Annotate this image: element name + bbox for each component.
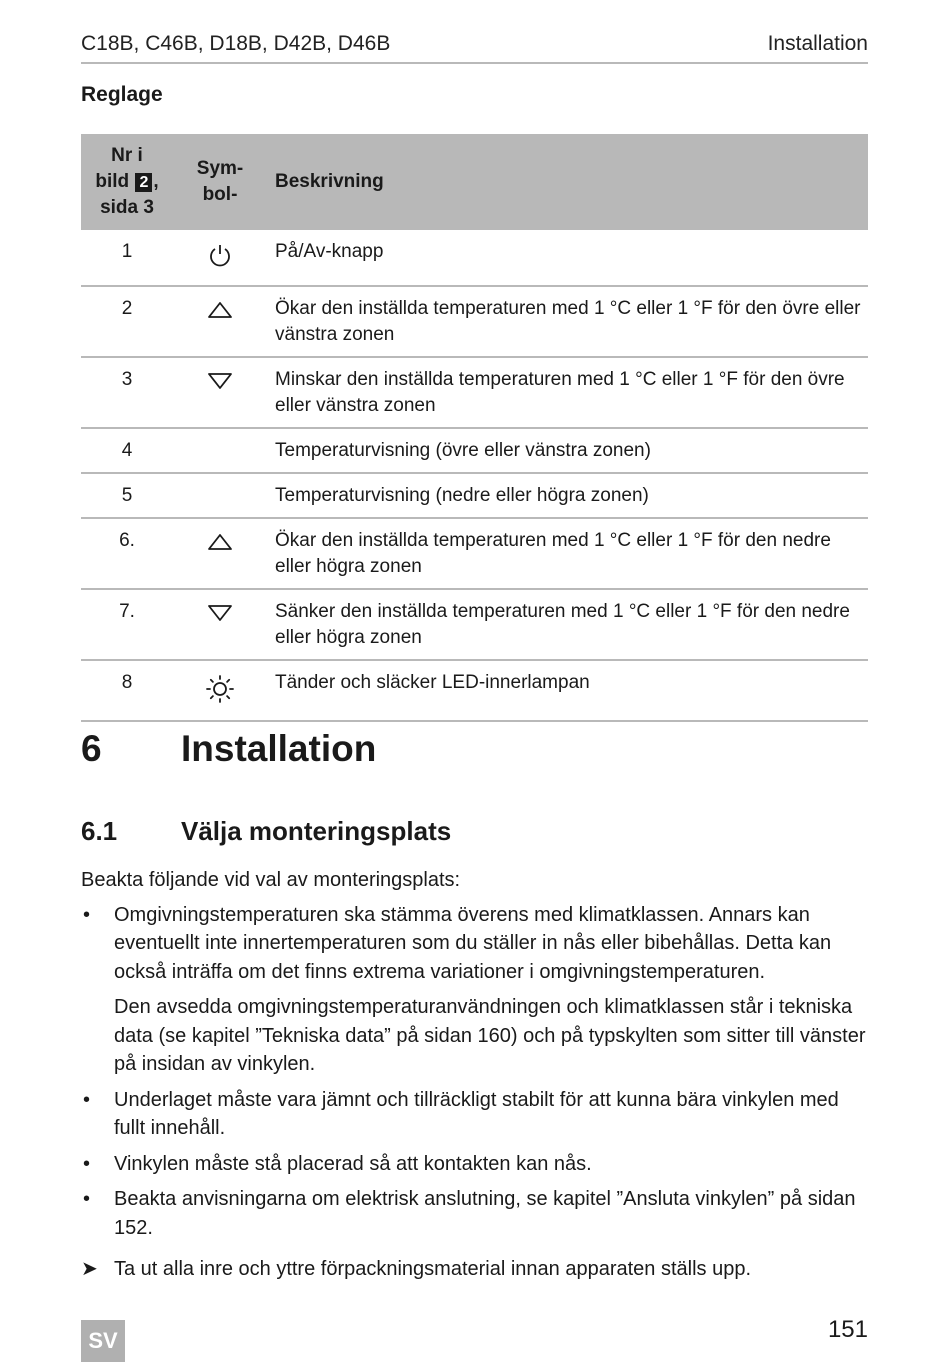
column-header-number: Nr i bild 2 , sida 3 <box>81 134 173 230</box>
row-description: Ökar den inställda temperaturen med 1 °C eller 1 °F för den övre eller vänstra zonen <box>267 286 868 357</box>
row-number: 8 <box>81 660 173 721</box>
instruction-step: ➤ Ta ut alla inre och yttre förpackningsmaterial innan apparaten ställs upp. <box>81 1255 868 1284</box>
table-row <box>81 473 868 518</box>
page-header <box>81 32 868 64</box>
row-number: 6. <box>81 518 173 589</box>
list-item: • Underlaget måste vara jämnt och tillräckligt stabilt för att kunna bära vinkylen med fullt innehåll. <box>81 1086 868 1143</box>
table-header-row <box>81 134 868 230</box>
intro-paragraph: Beakta följande vid val av monteringsplats: <box>81 869 461 891</box>
subsection-number: 6.1 <box>81 816 118 846</box>
triangle-up-icon <box>173 286 267 357</box>
row-description: På/Av-knapp <box>267 230 868 286</box>
row-description: Ökar den inställda temperaturen med 1 °C eller 1 °F för den nedre eller högra zonen <box>267 518 868 589</box>
bullet-list <box>81 901 868 1243</box>
row-number: 5 <box>81 473 173 518</box>
section-number: 6 <box>81 728 102 769</box>
row-description: Sänker den inställda temperaturen med 1 °C eller 1 °F för den nedre eller högra zonen <box>267 589 868 660</box>
bullet-icon: • <box>83 903 91 926</box>
list-item: • Omgivningstemperaturen ska stämma överens med klimatklassen. Annars kan eventuellt inte innertemperaturen som du ställer in nås eller bibehållas. Detta kan också inträffa om det finns extrema variationer i omgivningstemperaturen. Den avsedda omgivningstemperaturanvändningen och klimatklassen står i tekniska data (se kapitel ”Tekniska data” på sidan 160) och på typskylten som sitter till vänster på insidan av vinkylen. <box>81 901 868 1079</box>
table-row <box>81 660 868 721</box>
language-badge: SV <box>81 1320 125 1362</box>
bullet-icon: • <box>83 1152 91 1175</box>
list-item: • Vinkylen måste stå placerad så att kontakten kan nås. <box>81 1150 868 1179</box>
section-title: Installation <box>181 728 377 769</box>
table-row <box>81 230 868 286</box>
triangle-up-icon <box>173 518 267 589</box>
power-icon <box>173 230 267 286</box>
figure-badge: 2 <box>135 173 152 192</box>
row-description: Temperaturvisning (övre eller vänstra zonen) <box>267 428 868 473</box>
row-number: 3 <box>81 357 173 428</box>
table-row <box>81 286 868 357</box>
page-number: 151 <box>827 1316 868 1343</box>
triangle-down-icon <box>173 589 267 660</box>
list-item: • Beakta anvisningarna om elektrisk anslutning, se kapitel ”Ansluta vinkylen” på sidan 152. <box>81 1185 868 1242</box>
model-list: C18B, C46B, D18B, D42B, D46B <box>81 32 391 55</box>
row-number: 2 <box>81 286 173 357</box>
column-header-symbol: Sym- bol- <box>173 134 267 230</box>
controls-heading: Reglage <box>81 83 163 106</box>
light-icon <box>173 660 267 721</box>
table-row <box>81 357 868 428</box>
row-number: 1 <box>81 230 173 286</box>
header-section-name: Installation <box>767 32 868 55</box>
arrow-right-icon: ➤ <box>81 1258 98 1280</box>
table-row <box>81 428 868 473</box>
sub-paragraph: Den avsedda omgivningstemperaturanvändningen och klimatklassen står i tekniska data (se kapitel ”Tekniska data” på sidan 160) och på typskylten som sitter till vänster på insidan av vinkylen. <box>114 996 866 1075</box>
table-row <box>81 589 868 660</box>
row-number: 7. <box>81 589 173 660</box>
body-text <box>81 866 868 1284</box>
bullet-icon: • <box>83 1088 91 1111</box>
row-description: Tänder och släcker LED-innerlampan <box>267 660 868 721</box>
row-number: 4 <box>81 428 173 473</box>
subsection-title: Välja monteringsplats <box>181 816 452 846</box>
empty-symbol-cell <box>173 473 267 518</box>
column-header-description: Beskrivning <box>267 134 868 230</box>
row-description: Temperaturvisning (nedre eller högra zonen) <box>267 473 868 518</box>
triangle-down-icon <box>173 357 267 428</box>
controls-table <box>81 134 868 722</box>
empty-symbol-cell <box>173 428 267 473</box>
row-description: Minskar den inställda temperaturen med 1 °C eller 1 °F för den övre eller vänstra zonen <box>267 357 868 428</box>
table-row <box>81 518 868 589</box>
bullet-icon: • <box>83 1188 91 1210</box>
